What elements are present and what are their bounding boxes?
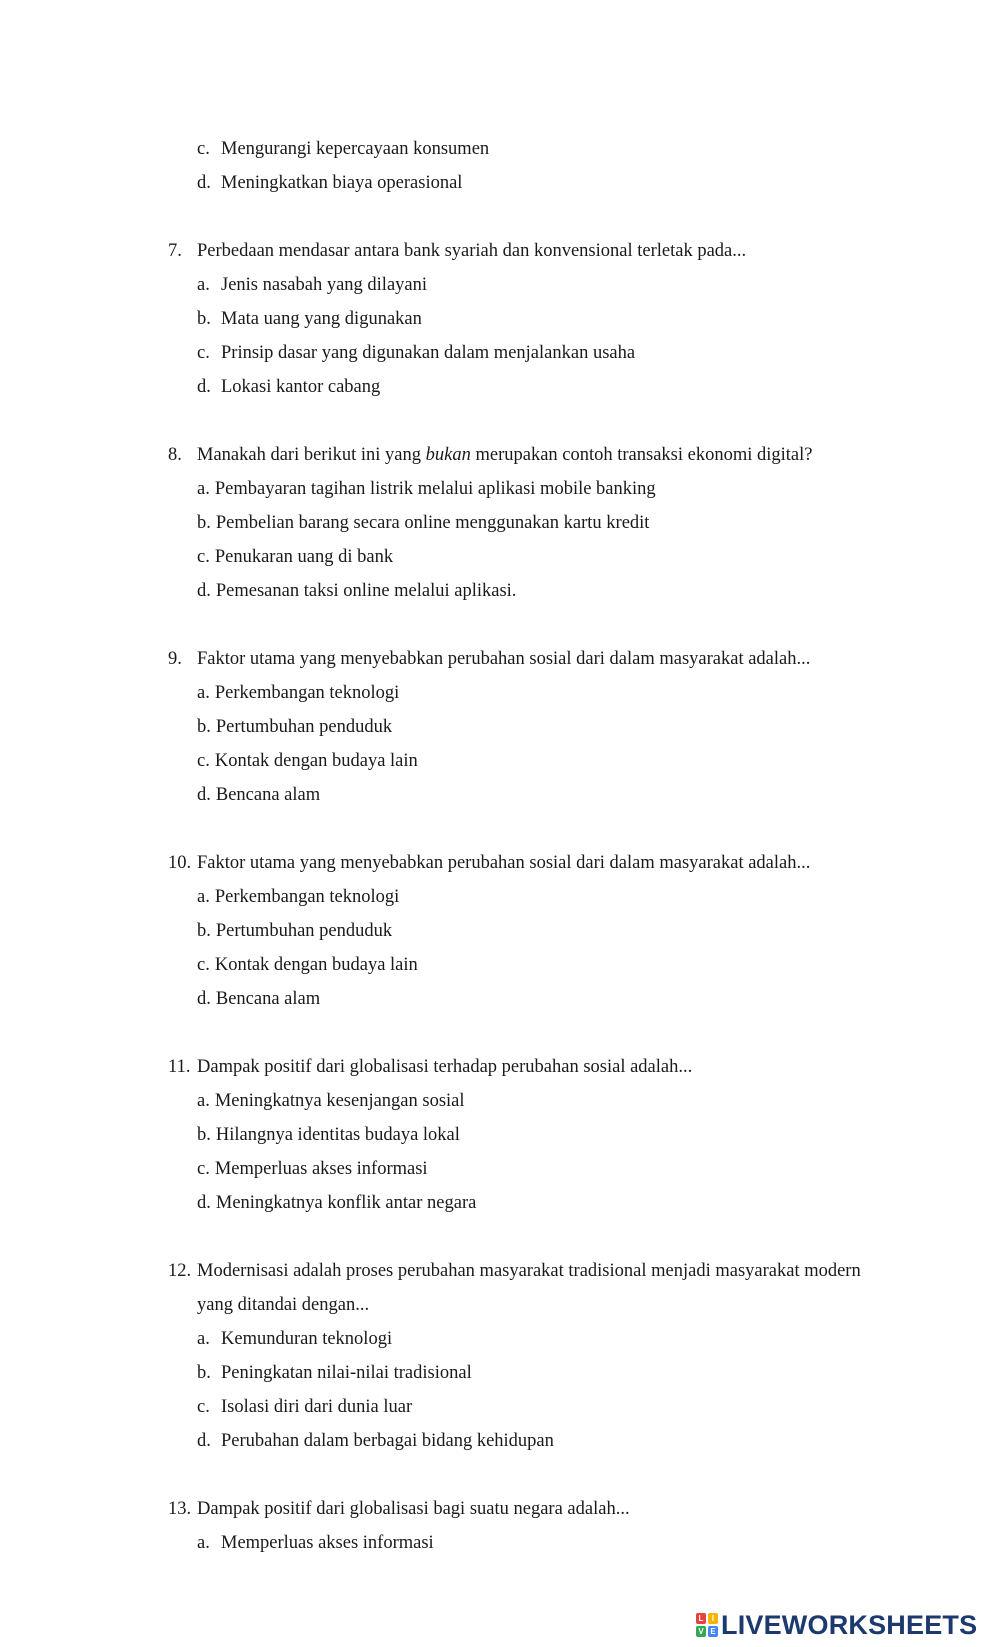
q9-option-c: c. Kontak dengan budaya lain bbox=[197, 751, 418, 771]
q7-text: Perbedaan mendasar antara bank syariah dan konvensional terletak pada... bbox=[197, 241, 747, 261]
q12-number: 12. bbox=[168, 1261, 192, 1281]
q8-question: 8. Manakah dari berikut ini yang bukan merupakan contoh transaksi ekonomi digital? bbox=[168, 445, 813, 465]
q11-option-c: c. Memperluas akses informasi bbox=[197, 1159, 428, 1179]
q10-option-c: c. Kontak dengan budaya lain bbox=[197, 955, 418, 975]
q8-option-d: d. Pemesanan taksi online melalui aplikasi. bbox=[197, 581, 517, 601]
q7-question bbox=[168, 239, 746, 263]
q12-option-d: d. Perubahan dalam berbagai bidang kehidupan bbox=[197, 1431, 554, 1451]
q8-emphasis: bukan bbox=[425, 445, 471, 465]
q13-question bbox=[168, 1497, 630, 1521]
q12-text-line2: yang ditandai dengan... bbox=[197, 1295, 370, 1315]
q12-question bbox=[168, 1259, 861, 1283]
q10-question bbox=[168, 851, 810, 875]
q11-question bbox=[168, 1055, 692, 1079]
q9-text: Faktor utama yang menyebabkan perubahan sosial dari dalam masyarakat adalah... bbox=[197, 649, 811, 669]
live-logo-icon bbox=[696, 1613, 718, 1637]
q11-number: 11. bbox=[168, 1057, 191, 1077]
logo-tile-e: E bbox=[708, 1626, 718, 1637]
logo-tile-v: V bbox=[696, 1626, 706, 1637]
q8-number: 8. bbox=[168, 445, 182, 465]
q9-option-b: b. Pertumbuhan penduduk bbox=[197, 717, 393, 737]
q13-number: 13. bbox=[168, 1499, 192, 1519]
q8-option-c: c. Penukaran uang di bank bbox=[197, 547, 394, 567]
q6-option-d: d. Meningkatkan biaya operasional bbox=[197, 173, 463, 193]
q12-option-a: a. Kemunduran teknologi bbox=[197, 1329, 393, 1349]
q8-option-b: b. Pembelian barang secara online menggunakan kartu kredit bbox=[197, 513, 650, 533]
q7-option-b: b. Mata uang yang digunakan bbox=[197, 309, 422, 329]
brand-name: LIVEWORKSHEETS bbox=[721, 1609, 978, 1640]
q12-option-b: b. Peningkatan nilai-nilai tradisional bbox=[197, 1363, 472, 1383]
liveworksheets-logo bbox=[696, 1610, 977, 1640]
q12-text-line1: Modernisasi adalah proses perubahan masyarakat tradisional menjadi masyarakat modern bbox=[197, 1261, 861, 1281]
q13-option-a: a. Memperluas akses informasi bbox=[197, 1533, 434, 1553]
q8-option-a: a. Pembayaran tagihan listrik melalui aplikasi mobile banking bbox=[197, 479, 656, 499]
logo-tile-l: L bbox=[696, 1613, 706, 1624]
q10-number: 10. bbox=[168, 853, 192, 873]
q9-option-d: d. Bencana alam bbox=[197, 785, 321, 805]
q11-option-a: a. Meningkatnya kesenjangan sosial bbox=[197, 1091, 465, 1111]
q10-option-a: a. Perkembangan teknologi bbox=[197, 887, 400, 907]
q6-option-c: c. Mengurangi kepercayaan konsumen bbox=[197, 139, 490, 159]
q12-option-c: c. Isolasi diri dari dunia luar bbox=[197, 1397, 413, 1417]
q9-question bbox=[168, 647, 810, 671]
q7-option-c: c. Prinsip dasar yang digunakan dalam menjalankan usaha bbox=[197, 343, 636, 363]
q11-text: Dampak positif dari globalisasi terhadap perubahan sosial adalah... bbox=[197, 1057, 693, 1077]
q9-number: 9. bbox=[168, 649, 182, 669]
q11-option-b: b. Hilangnya identitas budaya lokal bbox=[197, 1125, 460, 1145]
q10-option-d: d. Bencana alam bbox=[197, 989, 321, 1009]
q11-option-d: d. Meningkatnya konflik antar negara bbox=[197, 1193, 477, 1213]
q7-option-a: a. Jenis nasabah yang dilayani bbox=[197, 275, 428, 295]
logo-tile-i: I bbox=[708, 1613, 718, 1624]
q10-text: Faktor utama yang menyebabkan perubahan sosial dari dalam masyarakat adalah... bbox=[197, 853, 811, 873]
q9-option-a: a. Perkembangan teknologi bbox=[197, 683, 400, 703]
q7-option-d: d. Lokasi kantor cabang bbox=[197, 377, 381, 397]
q13-text: Dampak positif dari globalisasi bagi suatu negara adalah... bbox=[197, 1499, 630, 1519]
q10-option-b: b. Pertumbuhan penduduk bbox=[197, 921, 393, 941]
q7-number: 7. bbox=[168, 241, 182, 261]
